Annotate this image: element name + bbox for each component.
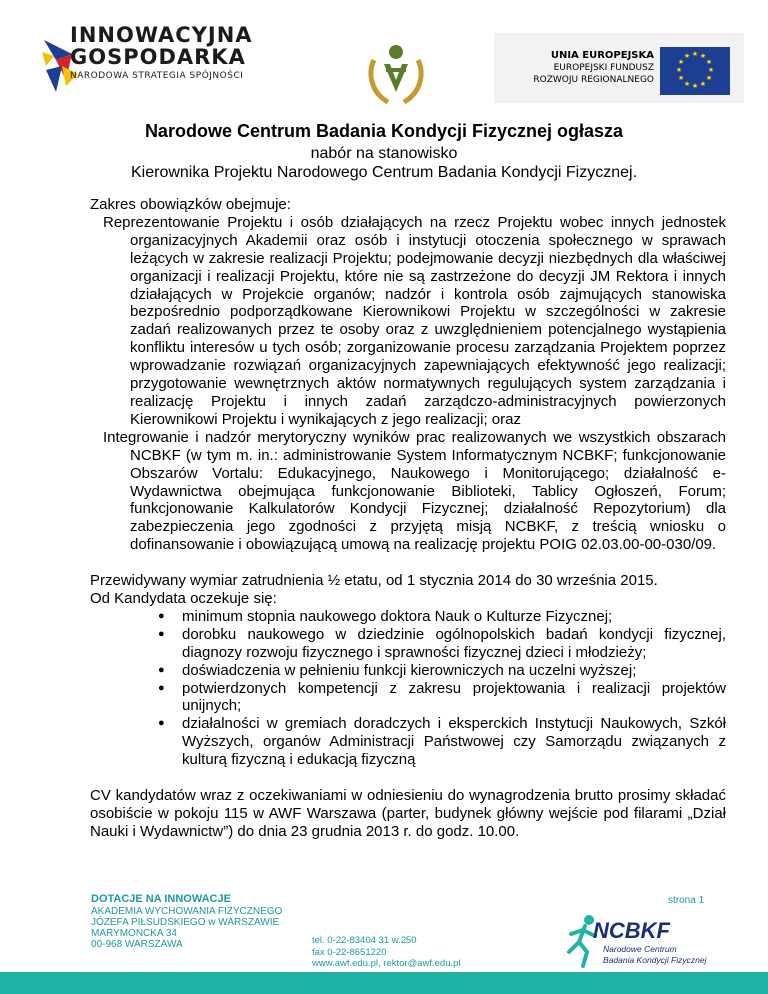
footer-heading: DOTACJE NA INNOWACJE [91, 893, 231, 905]
svg-text:★: ★ [677, 58, 685, 66]
ig-logo-line2: GOSPODARKA [70, 45, 246, 69]
announcement-subtitle: nabór na stanowisko [310, 145, 458, 162]
requirement-item: ● minimum stopnia naukowego doktora Nauk o Kulturze Fizycznej; [182, 608, 726, 626]
innowacyjna-gospodarka-logo [42, 23, 292, 112]
duties-heading: Zakres obowiązków obejmuje: [90, 196, 291, 213]
svg-text:★: ★ [705, 58, 713, 66]
application-instructions: CV kandydatów wraz z oczekiwaniami w odniesieniu do wynagrodzenia brutto prosimy składać osobiście w pokoju 115 w AWF Warszawa (parter, budynek główny wejście pod filarami „Dział Nauki i Wydawnictw”) do dnia 23 grudnia 2013 r. do godz. 10.00. [90, 787, 726, 840]
page-footer [0, 882, 768, 994]
ig-logo-line3: NARODOWA STRATEGIA SPÓJNOŚCI [70, 71, 244, 81]
svg-text:★: ★ [705, 74, 713, 82]
footer-address [91, 894, 282, 950]
eu-logo-line2: EUROPEJSKI FUNDUSZ [553, 63, 654, 73]
ncbkf-subtitle-2: Badania Kondycji Fizycznej [603, 955, 707, 965]
ig-logo-line1: INNOWACYJNA [70, 23, 253, 47]
eu-logo [494, 33, 744, 103]
requirements-heading: Od Kandydata oczekuje się: [90, 590, 277, 608]
ncbkf-name: NCBKF [593, 918, 670, 943]
footer-color-bar [0, 972, 768, 994]
awf-logo [366, 42, 426, 108]
requirement-item: ● działalności w gremiach doradczych i eksperckich Instytucji Naukowych, Szkół Wyższych, organów Administracji Państwowej czy Samorządu związanych z kulturą fizyczną i edukacją fizyczną [182, 715, 726, 769]
page-header [0, 0, 768, 120]
footer-address-line: AKADEMIA WYCHOWANIA FIZYCZNEGO [91, 906, 283, 917]
duty-item: Integrowanie i nadzór merytoryczny wyników prac realizowanych we wszystkich obszarach NCBKF (w tym m. in.: administrowanie System Informatycznym NCBKF; funkcjonowanie Obszarów Vortalu: Edukacyjnego, Naukowego i Monitorującego; działalność e-Wydawnictwa obejmująca funkcjonowanie Biblioteki, Tablicy Ogłoszeń, Forum; funkcjonowanie Kalkulatorów Kondycji Fizycznej; działalność Repozytorium) dla zabezpieczenia jego zgodności z przyjętą misją NCBKF, z treścią wniosku o dofinansowanie i obowiązującą umową na realizację projektu POIG 02.03.00-00-030/09. [103, 428, 726, 554]
document-body [90, 196, 726, 841]
ncbkf-logo [565, 912, 715, 974]
awf-emblem-icon [366, 42, 426, 108]
position-title: Kierownika Projektu Narodowego Centrum Badania Kondycji Fizycznej. [130, 164, 638, 181]
svg-text:★: ★ [699, 80, 707, 88]
ncbkf-subtitle-1: Narodowe Centrum [603, 944, 677, 954]
svg-text:★: ★ [691, 50, 699, 58]
eu-logo-line1: UNIA EUROPEJSKA [550, 50, 654, 61]
footer-address-line: MARYMONCKA 34 [91, 928, 177, 939]
svg-text:★: ★ [677, 74, 685, 82]
eu-logo-line3: ROZWOJU REGIONALNEGO [533, 75, 654, 85]
duty-item: Reprezentowanie Projektu i osób działających na rzecz Projektu wobec innych jednostek organizacyjnych Akademii oraz osób i instytucji otoczenia społecznego w sprawach leżących w zakresie realizacji Projektu; podejmowanie decyzji niezbędnych dla właściwej organizacji i realizacji Projektu, które nie są zastrzeżone do decyzji JM Rektora i innych działających w Projekcie organów; nadzór i kontrola osób zajmujących stanowiska bezpośrednio podporządkowane Kierownikowi Projektu w szczególności w zakresie zadań realizowanych przez te osoby oraz z uwzględnieniem potencjalnego wystąpienia konfliktu interesów u tych osób; zorganizowanie procesu zarządzania Projektem poprzez wprowadzanie rozwiązań organizacyjnych zapewniających efektywność jego realizacji; przygotowanie wewnętrznych aktów normatywnych regulujących system zarządzania i realizację Projektu i innych zadań zarządczo-administracyjnych powierzonych Kierownikowi Projektu i wynikających z jego realizacji; oraz [103, 213, 726, 428]
requirement-item: ● potwierdzonych kompetencji z zakresu projektowania i realizacji projektów unijnych; [182, 680, 726, 716]
footer-address-line: JÓZEFA PIŁSUDSKIEGO w WARSZAWIE [91, 917, 280, 928]
requirement-item: ● doświadczenia w pełnieniu funkcji kierowniczych na uczelni wyższej; [182, 662, 726, 680]
footer-fax: fax 0-22-8651220 [312, 946, 387, 958]
svg-text:★: ★ [707, 66, 715, 74]
footer-contact [312, 935, 461, 970]
svg-text:★: ★ [675, 66, 683, 74]
employment-info: Przewidywany wymiar zatrudnienia ½ etatu, od 1 stycznia 2014 do 30 września 2015. [90, 572, 658, 590]
requirements-list [90, 608, 726, 769]
svg-text:★: ★ [683, 80, 691, 88]
svg-text:★: ★ [691, 82, 699, 90]
requirement-item: ● dorobku naukowego w dziedzinie ogólnopolskich badań kondycji fizycznej, diagnozy rozwoju fizycznego i sprawności fizycznej dzieci i młodzieży; [182, 626, 726, 662]
svg-text:★: ★ [699, 52, 707, 60]
announcement-title: Narodowe Centrum Badania Kondycji Fizycznej ogłasza [144, 121, 624, 141]
page-number: strona 1 [668, 895, 705, 906]
footer-web: www.awf.edu.pl, rektor@awf.edu.pl [312, 958, 461, 969]
eu-flag-icon [660, 47, 730, 95]
footer-address-line: 00-968 WARSZAWA [91, 939, 183, 950]
footer-phone: tel. 0-22-83404 31 w.250 [312, 935, 417, 946]
svg-text:★: ★ [683, 52, 691, 60]
